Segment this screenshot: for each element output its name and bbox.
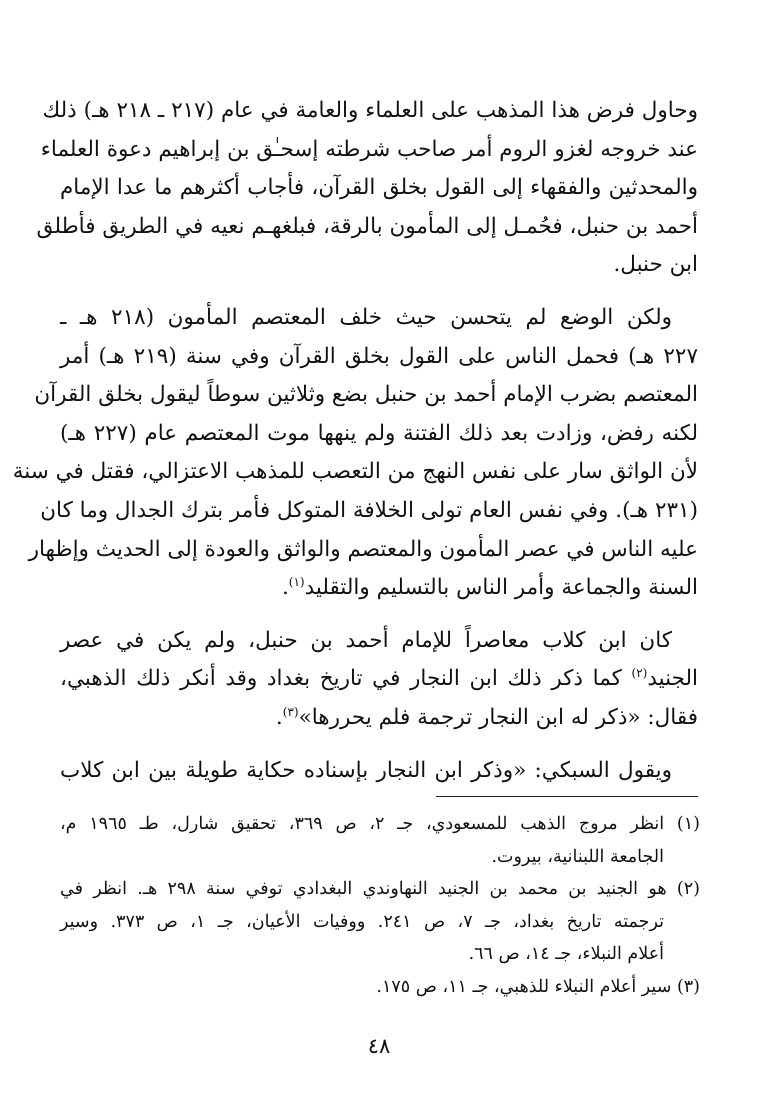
text-line: ٢٢٧ هـ) فحمل الناس على القول بخلق القرآن وفي سنة (٢١٩ هـ) أمر xyxy=(60,343,698,369)
footnote-text: انظر مروج الذهب للمسعودي، جـ ٢، ص ٣٦٩، تحقيق شارل، طـ ١٩٦٥ م، xyxy=(60,814,665,834)
paragraph-4 xyxy=(60,752,698,791)
text-line: عند خروجه لغزو الروم أمر صاحب شرطته إسحـٰق بن إبراهيم دعوة العلماء xyxy=(40,136,698,162)
footnote-text: سير أعلام النبلاء للذهبي، جـ ١١، ص ١٧٥. xyxy=(376,976,672,997)
footnote-line xyxy=(60,808,700,841)
text-line: والمحدثين والفقهاء إلى القول بخلق القرآن، فأجاب أكثرهم ما عدا الإمام xyxy=(60,175,698,201)
text-fragment: . xyxy=(275,704,283,730)
text-line: لأن الواثق سار على نفس النهج من التعصب للمذهب الاعتزالي، فقتل في سنة xyxy=(12,459,698,485)
footnotes xyxy=(60,808,700,1004)
text-line: (٢٣١ هـ). وفي نفس العام تولى الخلافة المتوكل فأمر بترك الجدال وما كان xyxy=(40,497,698,523)
text-line: المعتصم بضرب الإمام أحمد بن حنبل بضع وثلاثين سوطاً ليقول بخلق القرآن xyxy=(34,382,698,408)
footnote-separator xyxy=(436,796,698,797)
text-line xyxy=(60,569,698,608)
footnote-3 xyxy=(60,971,700,1004)
text-line: وحاول فرض هذا المذهب على العلماء والعامة في عام (٢١٧ ـ ٢١٨ هـ) ذلك xyxy=(42,98,698,123)
footnote-number: (٢) xyxy=(676,879,700,900)
footnote-text: هو الجنيد بن محمد بن الجنيد النهاوندي البغدادي توفي سنة ٢٩٨ هـ. انظر في xyxy=(60,879,667,900)
main-text xyxy=(12,92,698,804)
text-line: عليه الناس في عصر المأمون والمعتصم والواثق والعودة إلى الحديث وإظهار xyxy=(28,536,698,562)
page-number: ٤٨ xyxy=(367,1034,391,1058)
footnote-number: (١) xyxy=(676,814,700,834)
footnote-2 xyxy=(60,873,700,971)
text-line: أحمد بن حنبل، فحُمـل إلى المأمون بالرقة، فبلغهـم نعيه في الطريق فأطلق xyxy=(36,213,698,239)
text-line: ولكن الوضع لم يتحسن حيث خلف المعتصم المأمون (٢١٨ هـ ـ xyxy=(60,304,672,330)
text-line xyxy=(60,660,698,699)
text-fragment: السنة والجماعة وأمر الناس بالتسليم والتقليد xyxy=(304,575,698,601)
footnote-line: الجامعة اللبنانية، بيروت. xyxy=(491,846,664,867)
paragraph-1 xyxy=(36,92,698,285)
footnote-ref: (٣) xyxy=(282,704,299,719)
footnote-line: ترجمته تاريخ بغداد، جـ ٧، ص ٢٤١. ووفيات الأعيان، جـ ١، ص ٣٧٣. وسير xyxy=(60,911,664,932)
text-line: ابن حنبل. xyxy=(613,252,698,278)
paragraph-3 xyxy=(60,622,698,738)
text-line xyxy=(60,699,698,738)
text-fragment: . xyxy=(281,575,289,601)
footnote-1 xyxy=(60,808,700,873)
footnote-line xyxy=(60,971,700,1004)
text-fragment: كما ذكر ذلك ابن النجار في تاريخ بغداد وقد أنكر ذلك الذهبي، xyxy=(60,666,632,692)
footnote-number: (٣) xyxy=(676,976,700,997)
text-fragment: الجنيد xyxy=(647,666,698,692)
footnote-ref: (٢) xyxy=(631,666,648,681)
footnote-line xyxy=(60,873,700,906)
text-line: كان ابن كلاب معاصراً للإمام أحمد بن حنبل، ولم يكن في عصر xyxy=(60,627,672,653)
paragraph-2 xyxy=(12,299,698,608)
footnote-ref: (١) xyxy=(288,574,305,589)
text-line: لكنه رفض، وزادت بعد ذلك الفتنة ولم ينهها موت المعتصم عام (٢٢٧ هـ) xyxy=(60,420,698,446)
text-fragment: فقال: «ذكر له ابن النجار ترجمة فلم يحررها» xyxy=(298,704,698,730)
footnote-line: أعلام النبلاء، جـ ١٤، ص ٦٦. xyxy=(468,944,664,965)
text-line: ويقول السبكي: «وذكر ابن النجار بإسناده حكاية طويلة بين ابن كلاب xyxy=(60,757,672,783)
